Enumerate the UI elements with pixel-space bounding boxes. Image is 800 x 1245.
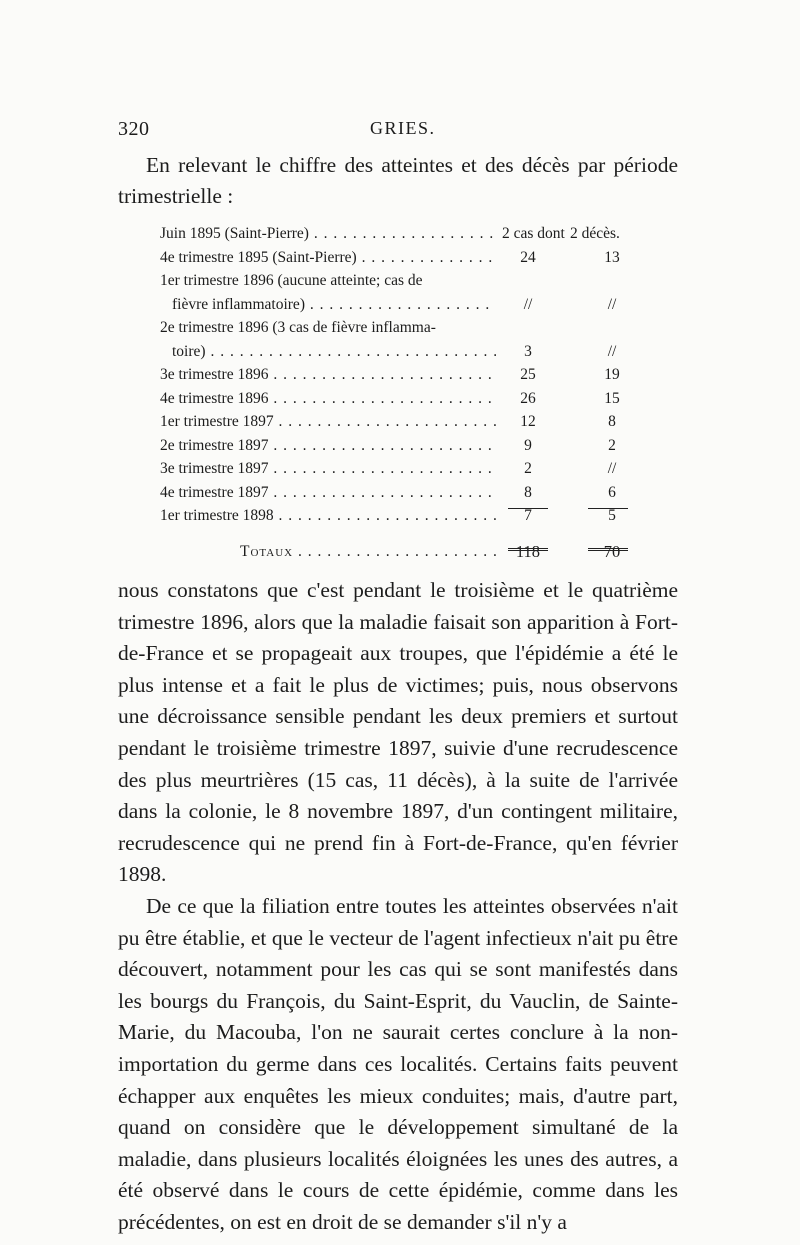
page-number: 320	[118, 118, 150, 140]
total-label: Totaux . . .	[240, 540, 496, 564]
row-cases: 26	[520, 389, 536, 407]
row-label: 4e trimestre 1895 (Saint-Pierre) . . .	[160, 246, 496, 270]
row-deaths: 13	[604, 248, 620, 266]
row-deaths: //	[607, 460, 617, 477]
cases-sum-rule	[508, 508, 548, 509]
row-cases: //	[523, 295, 533, 313]
row-label: Juin 1895 (Saint-Pierre) . . .	[160, 222, 500, 246]
row-label: 1er trimestre 1898 . . .	[160, 504, 496, 528]
table-row	[160, 222, 680, 246]
page-header	[118, 118, 678, 142]
row-label: 2e trimestre 1896 (3 cas de fièvre inflamma-	[160, 319, 436, 336]
row-deaths: 6	[608, 483, 616, 501]
row-deaths: //	[607, 295, 617, 313]
table-row	[160, 340, 680, 364]
row-cases: 9	[524, 436, 532, 454]
table-row	[160, 434, 680, 458]
table-row	[160, 410, 680, 434]
quarterly-table	[160, 222, 680, 563]
table-row	[160, 457, 680, 481]
table-row	[160, 481, 680, 505]
table-row	[160, 246, 680, 270]
row-deaths: 15	[604, 389, 620, 407]
row-cases: 12	[520, 413, 536, 430]
table-row	[160, 269, 680, 293]
row-deaths: 5	[608, 507, 616, 524]
intro-text: En relevant le chiffre des atteintes et des décès par période trimestrielle :	[118, 153, 678, 208]
body-paragraph-1: nous constatons que c'est pendant le troisième et le quatrième trimestre 1896, alors que la maladie faisait son apparition à Fort-de-France et se propageait aux troupes, que l'épidémie a été le plus intense et a fait le plus de victimes; puis, nous observons une décroissance sensible pendant les deux premiers et surtout pendant le troisième trimestre 1897, suivie d'une recrudescence des plus meurtrières (15 cas, 11 décès), à la suite de l'arrivée dans la colonie, le 8 novembre 1897, d'un contingent militaire, recrudescence qui ne prend fin à Fort-de-France, qu'en février 1898.	[118, 578, 678, 887]
total-row	[160, 540, 680, 564]
row-deaths: 2	[608, 436, 616, 454]
row-label: 3e trimestre 1897 . . .	[160, 457, 496, 481]
row-label: 3e trimestre 1896 . . .	[160, 363, 496, 387]
total-cases: 118	[515, 541, 541, 561]
row-cases: 25	[520, 366, 536, 383]
row-label: 4e trimestre 1897 . . .	[160, 481, 496, 505]
body-paragraph-2: De ce que la filiation entre toutes les atteintes observées n'ait pu être établie, et que le vecteur de l'agent infectieux n'ait pu être découvert, notamment pour les cas qui se sont manifestés dans les bourgs du François, du Saint-Esprit, du Vauclin, de Sainte-Marie, du Macouba, l'on ne saurait certes conclure à la non-importation du germe dans ces localités. Certains faits peuvent échapper aux enquêtes les mieux conduites; mais, d'autre part, quand on considère que le développement simultané de la maladie, dans plusieurs localités éloignées les unes des autres, a été observé dans le cours de cette épidémie, comme dans les précédentes, on est en droit de se demander s'il n'y a	[118, 893, 678, 1234]
row-deaths: //	[607, 342, 617, 360]
row-cases: 8	[524, 483, 532, 501]
table-row	[160, 387, 680, 411]
running-head: GRIES.	[370, 118, 436, 138]
table-row	[160, 293, 680, 317]
table-row	[160, 316, 680, 340]
row-cases: 3	[524, 342, 532, 360]
deaths-sum-rule	[588, 508, 628, 509]
row-cases: 24	[520, 248, 536, 266]
body-text	[118, 575, 678, 1238]
row-deaths: 19	[604, 366, 620, 383]
row-label: 4e trimestre 1896 . . .	[160, 387, 496, 411]
table-row	[160, 363, 680, 387]
row-label: 2e trimestre 1897 . . .	[160, 434, 496, 458]
row-cases: 2 cas dont	[502, 225, 565, 242]
row-label: fièvre inflammatoire) . . .	[160, 293, 496, 317]
row-cases: 7	[524, 507, 532, 524]
deaths-total-rule	[588, 548, 628, 551]
intro-paragraph	[118, 150, 678, 212]
row-cases: 2	[524, 460, 532, 477]
row-deaths: 8	[608, 413, 616, 430]
total-deaths: 70	[603, 541, 621, 561]
row-label: toire) . . .	[160, 340, 496, 364]
row-label: 1er trimestre 1896 (aucune atteinte; cas de	[160, 272, 423, 289]
row-label: 1er trimestre 1897 . . .	[160, 410, 496, 434]
row-deaths: 2 décès.	[570, 225, 620, 242]
cases-total-rule	[508, 548, 548, 551]
